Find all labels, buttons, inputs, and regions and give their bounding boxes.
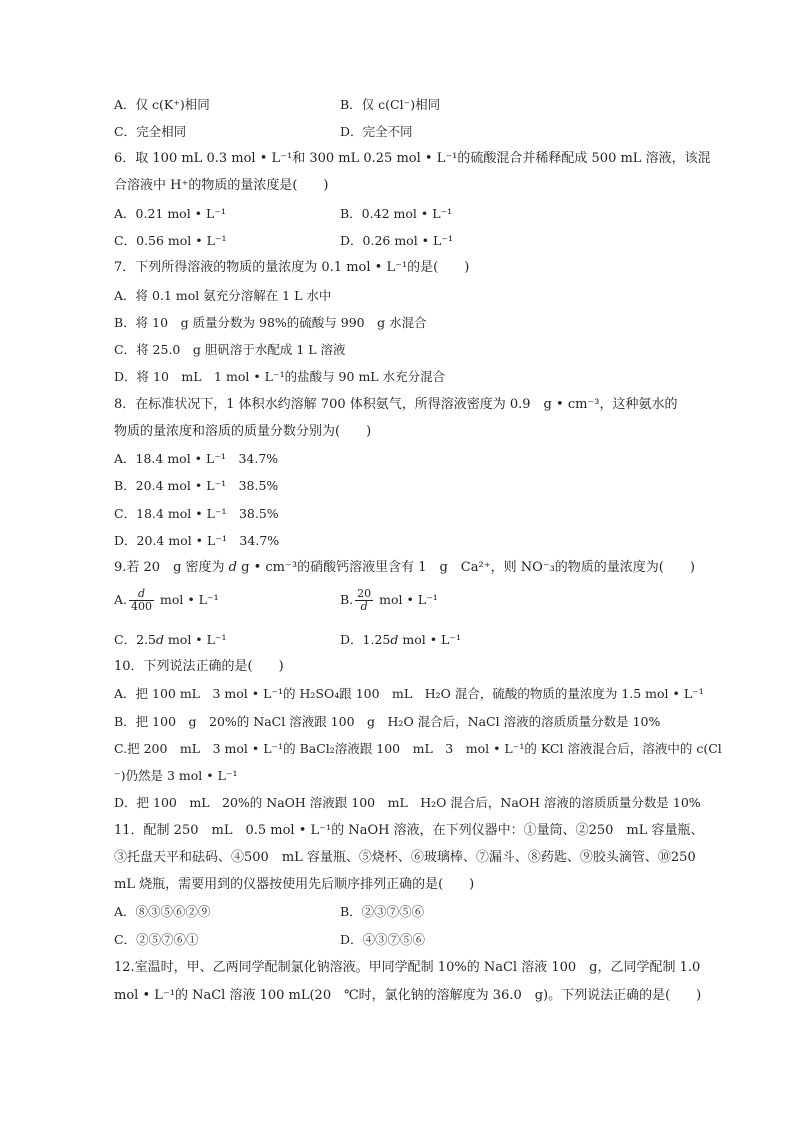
q6-option-c: C．0.56 mol • L⁻¹ — [114, 233, 227, 248]
q8-stem-line1: 8．在标准状况下，1 体积水约溶解 700 体积氨气，所得溶液密度为 0.9 g • cm⁻³，这种氨水的 — [114, 397, 678, 412]
q9-stem-pre: 9.若 20 g 密度为 — [114, 560, 229, 575]
q9-b-prefix: B. — [340, 592, 354, 607]
q11-stem-line2: ③托盘天平和砝码、④500 mL 容量瓶、⑤烧杯、⑥玻璃棒、⑦漏斗、⑧药匙、⑨胶头滴管、⑩250 — [114, 850, 696, 865]
q6-stem-line1: 6．取 100 mL 0.3 mol • L⁻¹和 300 mL 0.25 mol • L⁻¹的硫酸混合并稀释配成 500 mL 溶液，该混 — [114, 151, 711, 166]
q10-option-c-line1: C.把 200 mL 3 mol • L⁻¹的 BaCl₂溶液跟 100 mL 3 mol • L⁻¹的 KCl 溶液混合后，溶液中的 c(Cl — [114, 741, 722, 756]
q10-option-c-line2: ⁻)仍然是 3 mol • L⁻¹ — [114, 768, 238, 783]
q9-d-pre: D．1.25 — [340, 632, 391, 647]
q9-d-unit: mol • L⁻¹ — [398, 632, 461, 647]
q9-stem-var: d — [228, 560, 237, 575]
q9-a-unit: mol • L⁻¹ — [156, 592, 219, 607]
q5-option-d: D．完全不同 — [340, 124, 413, 139]
q9-stem — [114, 560, 695, 576]
q8-option-c: C．18.4 mol • L⁻¹ 38.5% — [114, 506, 279, 521]
q9-a-numerator: d — [137, 587, 146, 600]
q5-option-c: C．完全相同 — [114, 124, 187, 139]
q11-option-b: B．②③⑦⑤⑥ — [340, 904, 425, 919]
q7-option-c: C．将 25.0 g 胆矾溶于水配成 1 L 溶液 — [114, 342, 346, 357]
q9-a-prefix: A. — [114, 592, 128, 607]
q5-option-b: B．仅 c(Cl⁻)相同 — [340, 97, 441, 112]
q9-d-var: d — [390, 632, 399, 647]
q11-option-d: D．④③⑦⑤⑥ — [340, 932, 426, 947]
q9-c-var: d — [155, 632, 164, 647]
q6-option-d: D．0.26 mol • L⁻¹ — [340, 233, 453, 248]
q5-option-a: A．仅 c(K⁺)相同 — [114, 97, 210, 112]
q10-stem: 10．下列说法正确的是( ) — [114, 659, 284, 674]
q12-stem-line2: mol • L⁻¹的 NaCl 溶液 100 mL(20 ℃时，氯化钠的溶解度为 36.0 g)。下列说法正确的是( ) — [114, 988, 702, 1003]
q8-option-b: B．20.4 mol • L⁻¹ 38.5% — [114, 478, 279, 493]
q7-option-d: D．将 10 mL 1 mol • L⁻¹的盐酸与 90 mL 水充分混合 — [114, 369, 446, 384]
q7-option-b: B．将 10 g 质量分数为 98%的硫酸与 990 g 水混合 — [114, 315, 427, 330]
q9-stem-post: g • cm⁻³的硝酸钙溶液里含有 1 g Ca²⁺，则 NO⁻₃的物质的量浓度为( ) — [237, 560, 695, 575]
q7-stem: 7．下列所得溶液的物质的量浓度为 0.1 mol • L⁻¹的是( ) — [114, 260, 470, 275]
q6-option-a: A．0.21 mol • L⁻¹ — [114, 206, 226, 221]
q6-option-b: B．0.42 mol • L⁻¹ — [340, 206, 453, 221]
q9-c-pre: C．2.5 — [114, 632, 156, 647]
q12-stem-line1: 12.室温时，甲、乙两同学配制氯化钠溶液。甲同学配制 10%的 NaCl 溶液 100 g，乙同学配制 1.0 — [114, 960, 701, 975]
q9-a-fraction — [129, 588, 154, 613]
q10-option-d: D．把 100 mL 20%的 NaOH 溶液跟 100 mL H₂O 混合后，NaOH 溶液的溶质质量分数是 10% — [114, 795, 701, 810]
q11-stem-line1: 11．配制 250 mL 0.5 mol • L⁻¹的 NaOH 溶液，在下列仪器中：①量筒、②250 mL 容量瓶、 — [114, 823, 704, 838]
q6-stem-line2: 合溶液中 H⁺的物质的量浓度是( ) — [114, 178, 329, 193]
q11-stem-line3: mL 烧瓶，需要用到的仪器按使用先后顺序排列正确的是( ) — [114, 877, 475, 892]
q8-option-d: D．20.4 mol • L⁻¹ 34.7% — [114, 533, 280, 548]
q11-option-a: A．⑧③⑤⑥②⑨ — [114, 904, 211, 919]
q8-option-a: A．18.4 mol • L⁻¹ 34.7% — [114, 451, 279, 466]
q7-option-a: A．将 0.1 mol 氨充分溶解在 1 L 水中 — [114, 288, 332, 303]
q9-option-a — [114, 588, 219, 613]
q10-option-a: A．把 100 mL 3 mol • L⁻¹的 H₂SO₄跟 100 mL H₂O 混合，硫酸的物质的量浓度为 1.5 mol • L⁻¹ — [114, 686, 704, 701]
q9-b-unit: mol • L⁻¹ — [375, 592, 438, 607]
q10-option-b: B．把 100 g 20%的 NaCl 溶液跟 100 g H₂O 混合后，NaCl 溶液的溶质质量分数是 10% — [114, 714, 661, 729]
q9-b-denominator: d — [360, 600, 368, 613]
q9-option-b — [340, 588, 438, 613]
q9-option-c — [114, 632, 227, 648]
q11-option-c: C．②⑤⑦⑥① — [114, 932, 199, 947]
q9-a-denominator: 400 — [131, 600, 153, 613]
q9-c-unit: mol • L⁻¹ — [163, 632, 227, 647]
q9-option-d — [340, 632, 461, 648]
q9-b-fraction — [355, 588, 373, 613]
q8-stem-line2: 物质的量浓度和溶质的质量分数分别为( ) — [114, 424, 372, 439]
q9-b-numerator: 20 — [357, 587, 372, 600]
